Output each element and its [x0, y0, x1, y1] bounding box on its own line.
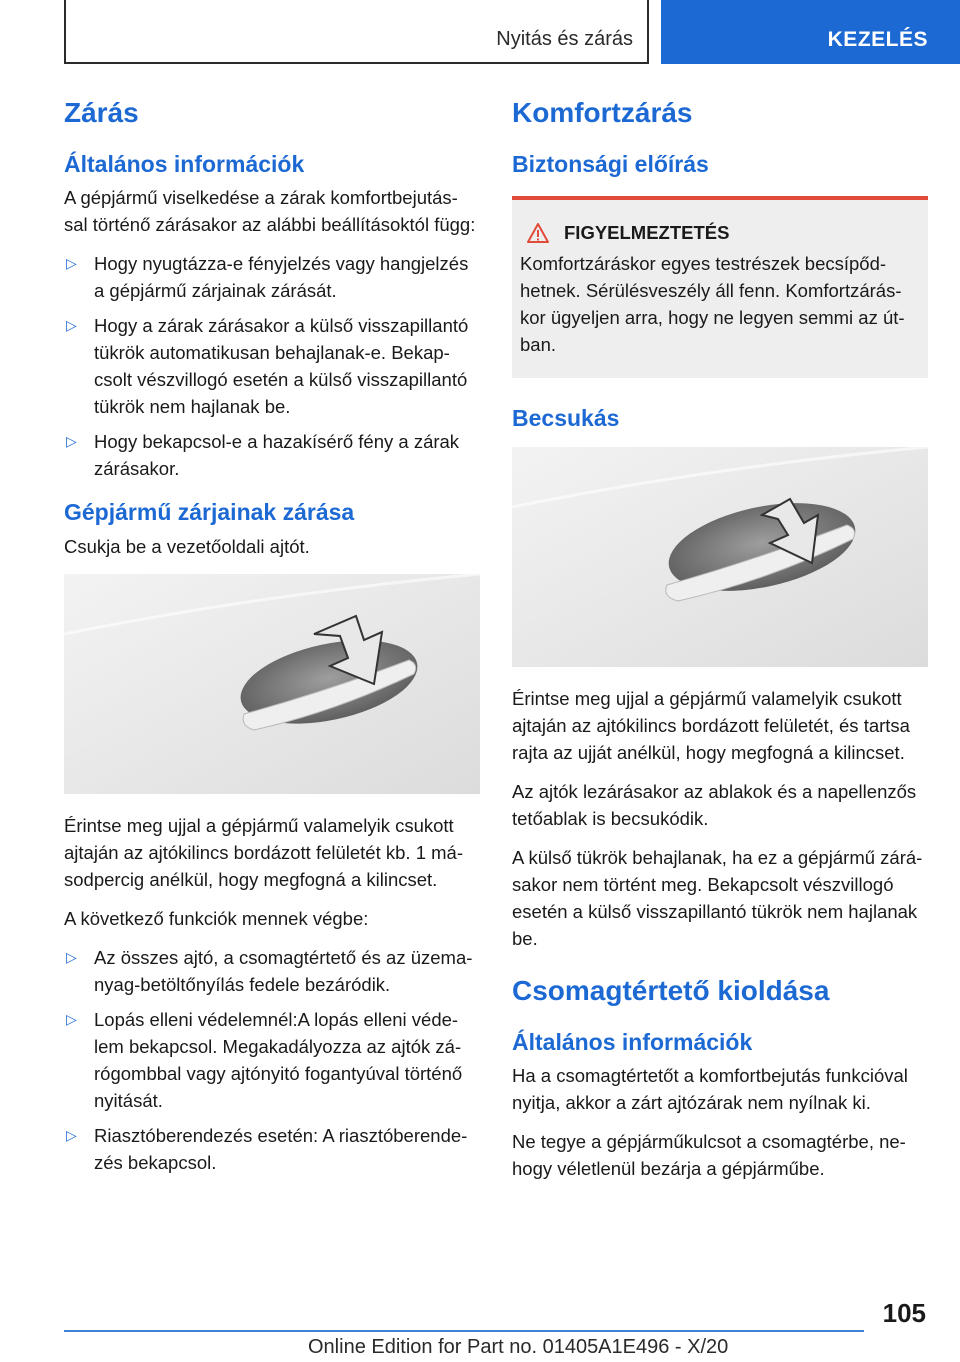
heading-comfort-lock: Komfortzárás: [512, 97, 693, 128]
warning-box: [512, 196, 928, 378]
header-chapter-title: KEZELÉS: [827, 28, 928, 51]
triangle-bullet-icon: ▷: [66, 317, 77, 334]
close-text-3: A külső tükrök behajlanak, ha ez a gépjármű zárá-sakor nem történt meg. Bekapcsolt vészvillogó esetén a külső visszapillantó tükrök nem hajlanak be.: [512, 847, 923, 950]
warning-header: [520, 222, 920, 244]
list-item: ▷ Hogy a zárak zárásakor a külső visszapillantó tükrök automatikusan behajlanak-e. Bekap-csolt vészvillogó esetén a külső visszapillantó tükrök nem hajlanak be.: [64, 312, 480, 420]
triangle-bullet-icon: ▷: [66, 433, 77, 450]
triangle-bullet-icon: ▷: [66, 949, 77, 966]
heading-trunk-release: Csomagtértető kioldása: [512, 975, 830, 1007]
touch-text: Érintse meg ujjal a gépjármű valamelyik csukott ajtaján az ajtókilincs bordázott felületét kb. 1 má-sodpercig anélkül, hogy megfogná a kilincset.: [64, 815, 463, 891]
trunk-text-1: Ha a csomagtértetőt a komfortbejutás funkcióval nyitja, akkor a zárt ajtózárak nem nyílnak ki.: [512, 1065, 908, 1114]
functions-intro: A következő funkciók mennek végbe:: [64, 908, 369, 930]
triangle-bullet-icon: ▷: [66, 1011, 77, 1028]
triangle-bullet-icon: ▷: [66, 1127, 77, 1144]
heading-lock: Zárás: [64, 97, 139, 128]
header-section-title: Nyitás és zárás: [496, 28, 633, 50]
close-text-2: Az ajtók lezárásakor az ablakok és a napellenzős tetőablak is becsukódik.: [512, 781, 917, 830]
list-item: ▷ Hogy bekapcsol-e a hazakísérő fény a zárak zárásakor.: [64, 428, 480, 482]
list-item: ▷ Lopás elleni védelemnél:A lopás elleni véde-lem bekapcsol. Megakadályozza az ajtók zá-rógombbal vagy ajtónyitó fogantyúval történő nyitását.: [64, 1006, 480, 1114]
heading-general-info: Általános információk: [64, 150, 305, 177]
warning-triangle-icon: [526, 222, 550, 244]
header-chapter-tab: [661, 0, 960, 64]
lock-text: Csukja be a vezetőoldali ajtót.: [64, 536, 310, 558]
general-text: A gépjármű viselkedése a zárak komfortbejutás-sal történő zárásakor az alábbi beállításoktól függ:: [64, 187, 476, 236]
page-number: 105: [882, 1298, 926, 1328]
footer-divider: [64, 1330, 864, 1332]
header-section-box: [64, 0, 649, 64]
functions-list: [64, 944, 480, 1176]
heading-safety: Biztonsági előírás: [512, 150, 709, 177]
trunk-text-2: Ne tegye a gépjárműkulcsot a csomagtérbe, ne-hogy véletlenül bezárja a gépjárműbe.: [512, 1131, 906, 1180]
warning-text: Komfortzáráskor egyes testrészek becsípőd-hetnek. Sérülésveszély áll fenn. Komfortzárás-kor ügyeljen arra, hogy ne legyen semmi az út-ban.: [520, 253, 905, 356]
door-handle-photo: [64, 574, 480, 794]
general-list: [64, 250, 480, 482]
list-item: ▷ Hogy nyugtázza-e fényjelzés vagy hangjelzés a gépjármű zárjainak zárását.: [64, 250, 480, 304]
right-column: [512, 96, 928, 1194]
door-handle-photo: [512, 447, 928, 667]
list-item: ▷ Az összes ajtó, a csomagtértető és az üzema-nyag-betöltőnyílás fedele bezáródik.: [64, 944, 480, 998]
close-text-1: Érintse meg ujjal a gépjármű valamelyik csukott ajtaján az ajtókilincs bordázott felületét, és tartsa rajta az ujját anélkül, hogy megfogná a kilincset.: [512, 688, 910, 764]
warning-title: FIGYELMEZTETÉS: [564, 222, 730, 244]
list-item: ▷ Riasztóberendezés esetén: A riasztóberende-zés bekapcsol.: [64, 1122, 480, 1176]
heading-vehicle-locking: Gépjármű zárjainak zárása: [64, 499, 355, 526]
left-column: [64, 96, 480, 1192]
edition-info: Online Edition for Part no. 01405A1E496 - X/20: [308, 1336, 729, 1358]
heading-close: Becsukás: [512, 405, 620, 432]
triangle-bullet-icon: ▷: [66, 255, 77, 272]
heading-trunk-general-info: Általános információk: [512, 1028, 753, 1055]
